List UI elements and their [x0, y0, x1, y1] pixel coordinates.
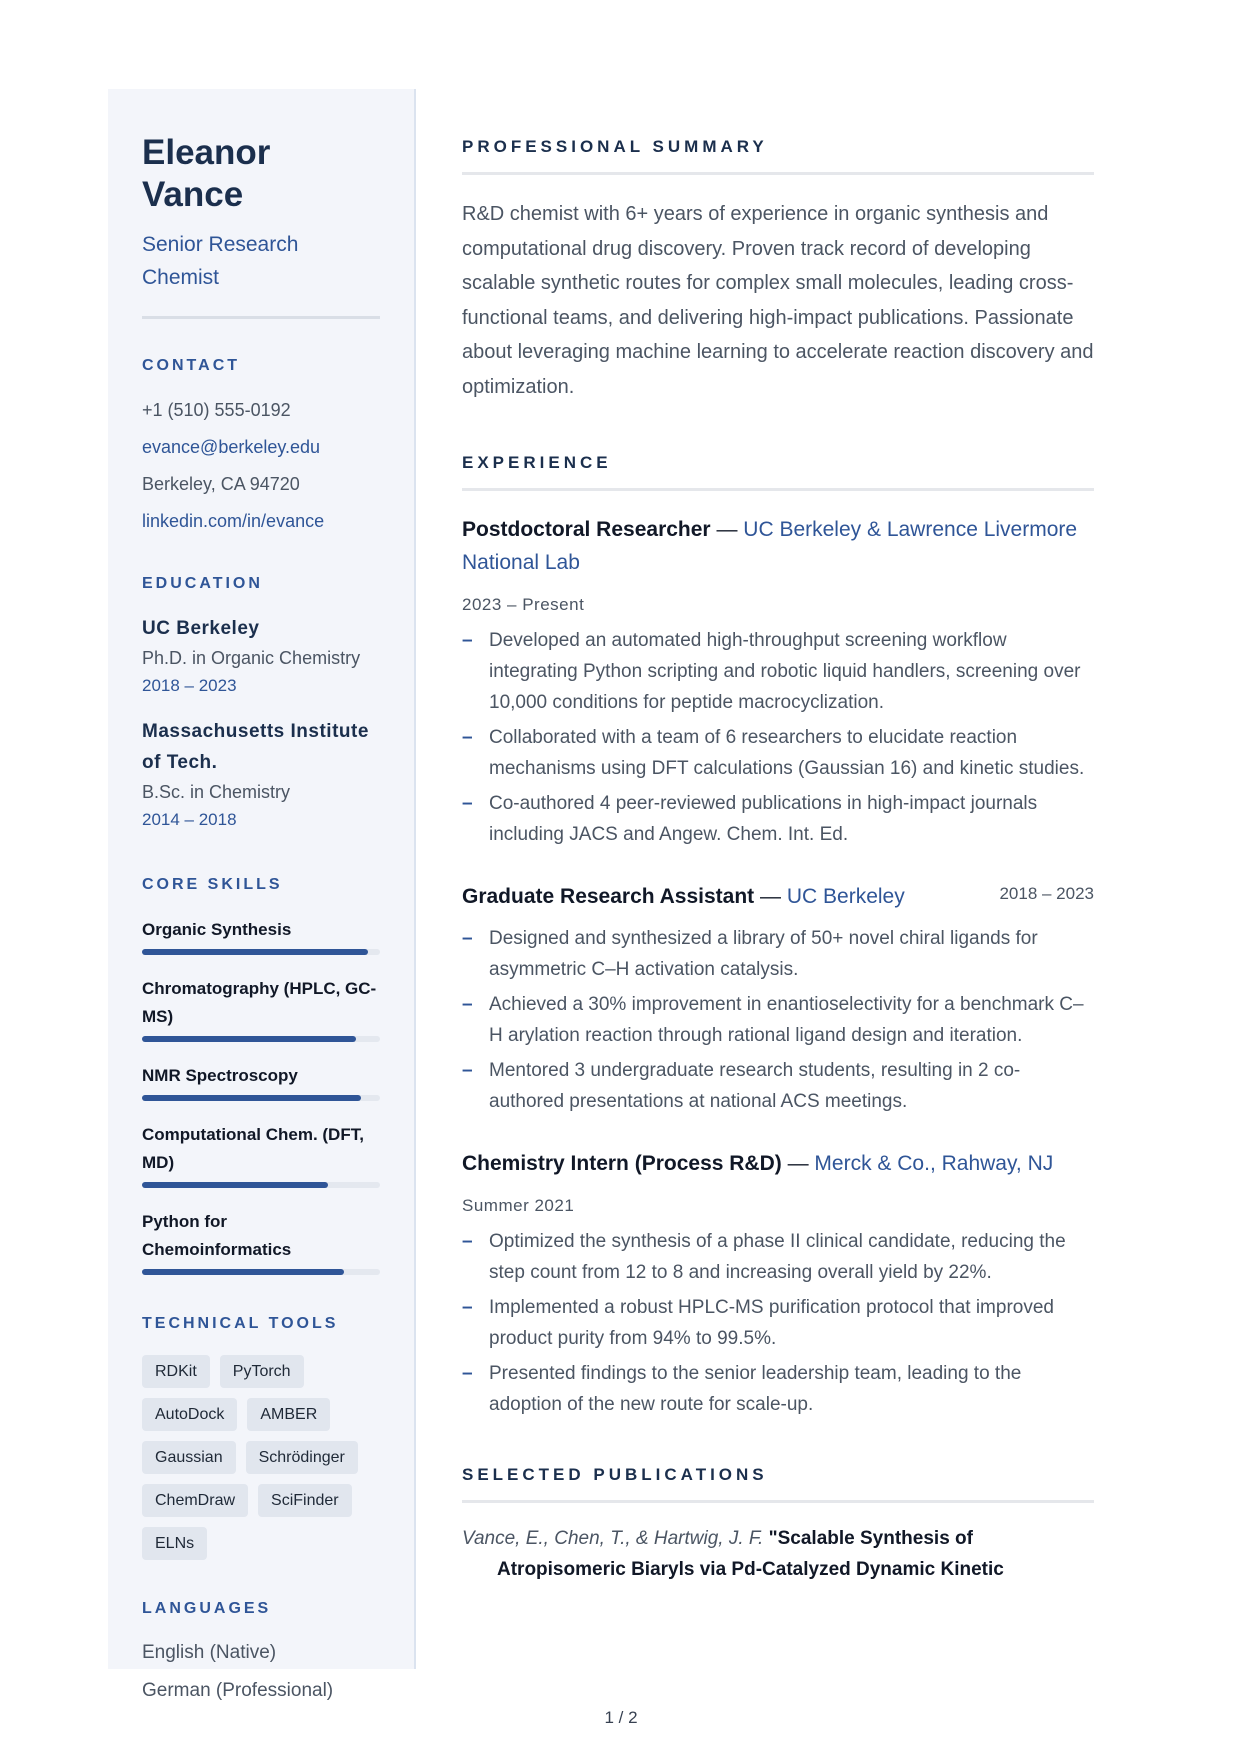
skill-level-bar	[142, 1036, 356, 1042]
skill-item	[142, 975, 380, 1042]
publication-authors: Vance, E., Chen, T., & Hartwig, J. F.	[462, 1528, 764, 1549]
job-title: Graduate Research Assistant	[462, 885, 755, 908]
job-dates: 2023 – Present	[462, 595, 585, 614]
education-dates: 2014 – 2018	[142, 810, 237, 829]
language-item: German (Professional)	[142, 1680, 334, 1701]
job-heading	[462, 513, 1094, 579]
education-dates: 2018 – 2023	[142, 676, 237, 695]
dash-icon: –	[462, 793, 473, 814]
skill-level-track	[142, 1036, 380, 1042]
sidebar	[108, 89, 416, 1701]
job-title: Postdoctoral Researcher	[462, 518, 711, 541]
skill-name: Computational Chem. (DFT, MD)	[142, 1125, 364, 1172]
contact-heading: CONTACT	[142, 357, 241, 374]
publication-entry	[462, 1523, 1094, 1585]
education-item	[142, 613, 380, 700]
job-bullet	[462, 1292, 1094, 1354]
dash-icon: –	[462, 928, 473, 949]
publication-title: "Scalable Synthesis of Atropisomeric Biaryls via Pd-Catalyzed Dynamic Kinetic	[497, 1528, 1004, 1580]
skill-level-track	[142, 1269, 380, 1275]
job-bullet-text: Developed an automated high-throughput screening workflow integrating Python scripting and robotic liquid handlers, screening over 10,000 conditions for peptide macrocyclization.	[489, 630, 1081, 713]
contact-location: Berkeley, CA 94720	[142, 474, 300, 494]
job-dates: 2018 – 2023	[999, 884, 1094, 903]
summary-heading: PROFESSIONAL SUMMARY	[462, 137, 768, 156]
tool-tag: ELNs	[142, 1527, 207, 1560]
tools-list	[142, 1355, 382, 1560]
contact-email-link[interactable]: evance@berkeley.edu	[142, 437, 321, 457]
tools-heading: TECHNICAL TOOLS	[142, 1315, 339, 1332]
dash-icon: –	[462, 994, 473, 1015]
contact-linkedin-link[interactable]: linkedin.com/in/evance	[142, 511, 325, 531]
tool-tag: Schrödinger	[246, 1441, 358, 1474]
job-bullet	[462, 1226, 1094, 1288]
tool-tag: AutoDock	[142, 1398, 237, 1431]
job-bullet-text: Implemented a robust HPLC-MS purification protocol that improved product purity from 94% to 99.5%.	[489, 1297, 1054, 1349]
job-organization: Merck & Co., Rahway, NJ	[814, 1152, 1054, 1175]
languages-heading: LANGUAGES	[142, 1600, 272, 1617]
skill-level-bar	[142, 949, 368, 955]
skill-level-track	[142, 1095, 380, 1101]
job-bullet-text: Collaborated with a team of 6 researchers to elucidate reaction mechanisms using DFT calculations (Gaussian 16) and kinetic studies.	[489, 727, 1085, 779]
skill-item	[142, 1062, 380, 1101]
job-dates: Summer 2021	[462, 1196, 575, 1215]
education-school: Massachusetts Institute of Tech.	[142, 721, 369, 773]
skills-heading: CORE SKILLS	[142, 876, 283, 893]
dash-icon: –	[462, 1231, 473, 1252]
job-bullet-text: Presented findings to the senior leadership team, leading to the adoption of the new route for scale-up.	[489, 1363, 1022, 1415]
job-bullet	[462, 625, 1094, 718]
job-bullets	[462, 625, 1094, 850]
language-item: English (Native)	[142, 1642, 277, 1663]
job-bullet-text: Achieved a 30% improvement in enantioselectivity for a benchmark C–H arylation reaction through rational ligand design and iteration.	[489, 994, 1084, 1046]
dash-icon: –	[462, 727, 473, 748]
skill-name: Organic Synthesis	[142, 920, 292, 939]
skill-level-bar	[142, 1182, 328, 1188]
education-degree: B.Sc. in Chemistry	[142, 782, 291, 802]
skill-item	[142, 1121, 380, 1188]
job-bullet-text: Mentored 3 undergraduate research students, resulting in 2 co-authored presentations at national ACS meetings.	[489, 1060, 1021, 1112]
page-number: 1 / 2	[604, 1708, 638, 1727]
contact-phone: +1 (510) 555-0192	[142, 400, 291, 420]
sidebar-divider	[142, 316, 380, 319]
section-divider	[462, 172, 1094, 175]
job-bullet	[462, 989, 1094, 1051]
job-entry	[462, 513, 1094, 850]
skills-list	[142, 916, 380, 1275]
job-bullets	[462, 1226, 1094, 1420]
section-divider	[462, 488, 1094, 491]
education-item	[142, 716, 380, 834]
job-heading	[462, 1147, 1094, 1180]
tool-tag: ChemDraw	[142, 1484, 248, 1517]
job-organization: UC Berkeley & Lawrence Livermore National Lab	[462, 518, 1078, 574]
skill-level-bar	[142, 1269, 344, 1275]
job-bullet	[462, 1358, 1094, 1420]
education-heading: EDUCATION	[142, 575, 263, 592]
section-divider	[462, 1500, 1094, 1503]
job-title: Chemistry Intern (Process R&D)	[462, 1152, 782, 1175]
job-bullet-text: Optimized the synthesis of a phase II clinical candidate, reducing the step count from 12 to 8 and increasing overall yield by 22%.	[489, 1231, 1066, 1283]
skill-level-track	[142, 1182, 380, 1188]
dash-icon: –	[462, 630, 473, 651]
skill-name: NMR Spectroscopy	[142, 1066, 298, 1085]
dash-icon: –	[462, 1363, 473, 1384]
candidate-title: Senior Research Chemist	[142, 233, 299, 289]
skill-name: Chromatography (HPLC, GC-MS)	[142, 979, 377, 1026]
education-school: UC Berkeley	[142, 618, 260, 639]
skill-level-bar	[142, 1095, 361, 1101]
job-bullet	[462, 1055, 1094, 1117]
job-separator: —	[754, 885, 787, 908]
job-organization: UC Berkeley	[786, 885, 905, 908]
candidate-name: Eleanor Vance	[142, 133, 271, 214]
job-separator: —	[710, 518, 744, 541]
dash-icon: –	[462, 1297, 473, 1318]
tool-tag: RDKit	[142, 1355, 210, 1388]
skill-item	[142, 916, 380, 955]
job-bullets	[462, 923, 1094, 1117]
main-content	[462, 136, 1094, 1585]
tool-tag: SciFinder	[258, 1484, 352, 1517]
experience-heading: EXPERIENCE	[462, 453, 612, 472]
tool-tag: PyTorch	[220, 1355, 304, 1388]
job-bullet	[462, 788, 1094, 850]
publications-heading: SELECTED PUBLICATIONS	[462, 1465, 768, 1484]
job-separator: —	[781, 1152, 815, 1175]
tool-tag: AMBER	[247, 1398, 330, 1431]
job-bullet-text: Co-authored 4 peer-reviewed publications in high-impact journals including JACS and Angew. Chem. Int. Ed.	[489, 793, 1038, 845]
skill-name: Python for Chemoinformatics	[142, 1212, 292, 1259]
summary-text: R&D chemist with 6+ years of experience in organic synthesis and computational drug discovery. Proven track record of developing scalable synthetic routes for complex small molecules, leading cross-functional teams, and delivering high-impact publications. Passionate about leveraging machine learning to accelerate reaction discovery and optimization.	[462, 203, 1094, 398]
skill-level-track	[142, 949, 380, 955]
dash-icon: –	[462, 1060, 473, 1081]
job-bullet	[462, 923, 1094, 985]
skill-item	[142, 1208, 380, 1275]
education-degree: Ph.D. in Organic Chemistry	[142, 648, 361, 668]
job-bullet	[462, 722, 1094, 784]
job-entry	[462, 880, 1094, 1117]
tool-tag: Gaussian	[142, 1441, 236, 1474]
job-bullet-text: Designed and synthesized a library of 50+ novel chiral ligands for asymmetric C–H activation catalysis.	[489, 928, 1038, 980]
job-entry	[462, 1147, 1094, 1420]
